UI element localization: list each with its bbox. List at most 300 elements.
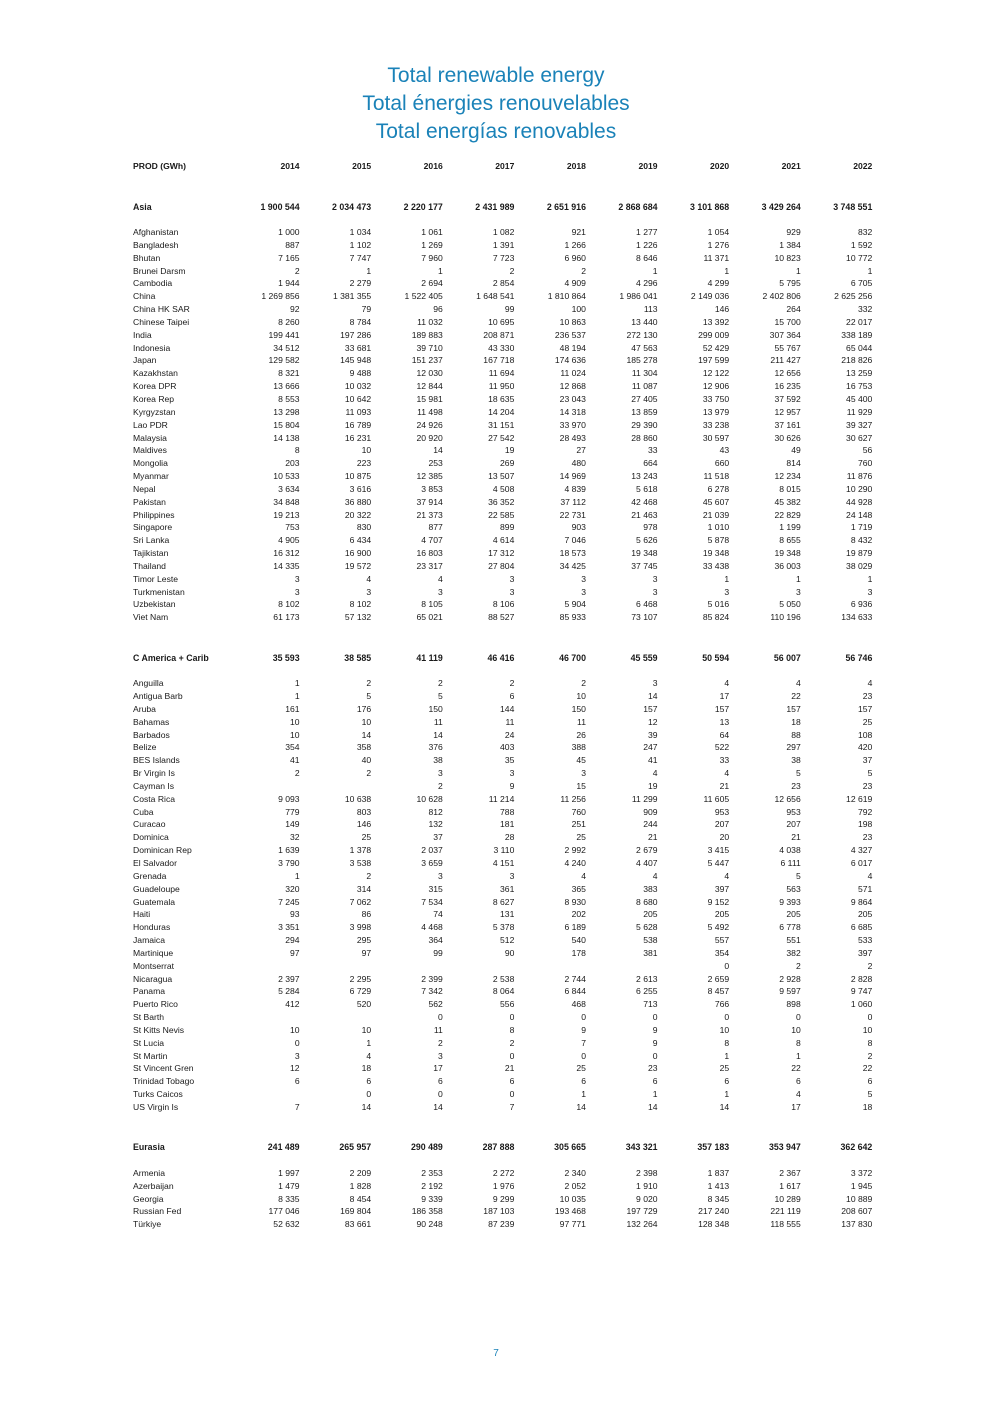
- value-cell: 11: [577, 716, 586, 727]
- value-cell: 6 729: [349, 986, 372, 997]
- value-cell: 1 413: [707, 1180, 730, 1191]
- region-total-value: 46 416: [487, 652, 515, 663]
- value-cell: 12: [290, 1063, 300, 1074]
- value-cell: 6: [509, 1076, 515, 1087]
- value-cell: 110 196: [770, 612, 801, 623]
- value-cell: 4: [795, 1089, 801, 1100]
- table-row: [133, 806, 872, 819]
- value-cell: 11: [433, 716, 443, 727]
- value-cell: 7 062: [349, 896, 372, 907]
- value-cell: 2 272: [492, 1167, 515, 1178]
- value-cell: 128 348: [698, 1219, 730, 1230]
- country-name: BES Islands: [133, 755, 180, 766]
- value-cell: 3: [581, 573, 586, 584]
- value-cell: 34 512: [273, 342, 300, 353]
- value-cell: 236 537: [554, 329, 586, 340]
- value-cell: 376: [428, 742, 443, 753]
- country-name: Nicaragua: [133, 973, 173, 984]
- value-cell: 1 381 355: [332, 291, 372, 302]
- value-cell: 5 492: [707, 922, 730, 933]
- value-cell: 929: [786, 227, 801, 237]
- value-cell: 16 312: [273, 548, 300, 559]
- value-cell: 17: [433, 1063, 443, 1074]
- value-cell: 1 828: [349, 1180, 372, 1191]
- value-cell: 5 904: [564, 599, 586, 610]
- value-cell: 0: [724, 960, 730, 971]
- year-header: 2015: [352, 160, 372, 171]
- value-cell: 5 378: [492, 922, 515, 933]
- country-name: Maldives: [133, 445, 167, 456]
- value-cell: 2 694: [421, 278, 443, 289]
- value-cell: 2 037: [421, 845, 443, 856]
- value-cell: 5: [867, 768, 873, 779]
- value-cell: 1 199: [779, 522, 801, 533]
- value-cell: 4: [724, 870, 730, 881]
- value-cell: 97 771: [559, 1219, 586, 1230]
- value-cell: 87 239: [488, 1219, 515, 1230]
- value-cell: 2 659: [707, 973, 730, 984]
- value-cell: 23: [648, 1063, 658, 1074]
- value-cell: 2: [294, 265, 300, 276]
- header-row: [133, 159, 872, 173]
- value-cell: 8 105: [421, 599, 443, 610]
- value-cell: 21: [504, 1063, 515, 1074]
- value-cell: 1 391: [492, 239, 515, 250]
- value-cell: 39 710: [416, 342, 443, 353]
- value-cell: 14 969: [559, 471, 586, 482]
- value-cell: 208 607: [841, 1206, 873, 1217]
- value-cell: 203: [285, 458, 300, 469]
- value-cell: 12 656: [774, 793, 801, 804]
- value-cell: 32: [290, 832, 300, 843]
- value-cell: 4 839: [564, 483, 586, 494]
- value-cell: 3: [652, 573, 658, 584]
- value-cell: 953: [714, 806, 730, 817]
- value-cell: 1: [581, 1089, 586, 1100]
- value-cell: 1 976: [492, 1180, 515, 1191]
- value-cell: 814: [786, 458, 801, 469]
- value-cell: 29 390: [631, 419, 658, 430]
- value-cell: 1: [867, 573, 873, 584]
- value-cell: 1 719: [850, 522, 873, 533]
- value-cell: 22 585: [488, 509, 515, 520]
- value-cell: 177 046: [268, 1206, 300, 1217]
- value-cell: 6 434: [349, 535, 372, 546]
- value-cell: 1: [795, 265, 801, 276]
- value-cell: 830: [356, 522, 372, 533]
- value-cell: 85 824: [702, 612, 730, 623]
- table-row: [133, 947, 872, 960]
- country-name: Anguilla: [133, 678, 164, 689]
- value-cell: 137 830: [841, 1219, 873, 1230]
- table-row: [133, 1167, 872, 1180]
- country-name: Chinese Taipei: [133, 316, 190, 327]
- value-cell: 3: [795, 586, 801, 597]
- value-cell: 264: [786, 304, 801, 315]
- country-name: Cuba: [133, 806, 154, 817]
- value-cell: 28 860: [631, 432, 658, 443]
- value-cell: 0: [509, 1089, 515, 1100]
- value-cell: 571: [858, 883, 873, 894]
- value-cell: 3 538: [349, 857, 372, 868]
- value-cell: 766: [714, 999, 730, 1010]
- value-cell: 520: [356, 999, 372, 1010]
- value-cell: 8 106: [492, 599, 515, 610]
- value-cell: 40: [361, 755, 372, 766]
- value-cell: 13 979: [702, 406, 730, 417]
- value-cell: 11 876: [846, 471, 873, 482]
- value-cell: 36 352: [488, 496, 515, 507]
- value-cell: 15: [576, 780, 586, 791]
- value-cell: 6: [867, 1076, 873, 1087]
- table-row: [133, 780, 872, 793]
- value-cell: 45 607: [702, 496, 730, 507]
- value-cell: 7 960: [421, 252, 443, 263]
- value-cell: 12 957: [774, 406, 801, 417]
- value-cell: 251: [571, 819, 586, 830]
- value-cell: 11 950: [488, 381, 515, 392]
- value-cell: 7 723: [492, 252, 515, 263]
- value-cell: 11 518: [703, 471, 730, 482]
- year-header: 2021: [781, 160, 801, 171]
- country-name: Pakistan: [133, 496, 166, 507]
- region-name: Eurasia: [133, 1142, 165, 1153]
- value-cell: 10 290: [846, 483, 873, 494]
- value-cell: 6 189: [564, 922, 586, 933]
- value-cell: 13 666: [273, 381, 300, 392]
- value-cell: 37 161: [774, 419, 801, 430]
- table-row: [133, 1218, 872, 1231]
- country-name: Myanmar: [133, 471, 169, 482]
- table-row: [133, 342, 872, 355]
- value-cell: 381: [643, 947, 658, 958]
- value-cell: 41: [648, 755, 658, 766]
- value-cell: 4 508: [492, 483, 515, 494]
- table-row: [133, 290, 872, 303]
- value-cell: 2 854: [492, 278, 515, 289]
- value-cell: 3: [509, 870, 515, 881]
- value-cell: 7 245: [278, 896, 300, 907]
- value-cell: 16 235: [774, 381, 801, 392]
- value-cell: 100: [571, 304, 586, 315]
- value-cell: 11 304: [631, 368, 658, 379]
- value-cell: 2 399: [421, 973, 443, 984]
- value-cell: 7 165: [278, 252, 300, 263]
- value-cell: 332: [858, 304, 873, 315]
- value-cell: 898: [786, 999, 801, 1010]
- value-cell: 6: [652, 1076, 658, 1087]
- value-cell: 9 393: [779, 896, 801, 907]
- value-cell: 909: [643, 806, 658, 817]
- value-cell: 8 784: [349, 316, 372, 327]
- value-cell: 10: [290, 716, 300, 727]
- value-cell: 21 463: [631, 509, 658, 520]
- country-name: Dominican Rep: [133, 845, 192, 856]
- value-cell: 12 906: [702, 381, 730, 392]
- value-cell: 1: [795, 1050, 801, 1061]
- value-cell: 93: [290, 909, 300, 920]
- region-total-value: 343 321: [625, 1142, 658, 1153]
- value-cell: 315: [428, 883, 443, 894]
- value-cell: 1: [795, 573, 801, 584]
- value-cell: 1 945: [850, 1180, 873, 1191]
- value-cell: 14: [648, 1102, 658, 1112]
- value-cell: 49: [791, 445, 801, 456]
- country-name: Honduras: [133, 922, 171, 933]
- value-cell: 24: [504, 729, 515, 740]
- value-cell: 0: [581, 1012, 586, 1023]
- value-cell: 37 112: [560, 496, 586, 507]
- country-name: Russian Fed: [133, 1206, 182, 1217]
- value-cell: 1 378: [349, 845, 372, 856]
- value-cell: 223: [356, 458, 372, 469]
- value-cell: 4 707: [421, 535, 443, 546]
- table-row: [133, 883, 872, 896]
- value-cell: 1: [294, 870, 300, 881]
- value-cell: 47 563: [631, 342, 658, 353]
- country-name: Azerbaijan: [133, 1180, 174, 1191]
- value-cell: 7: [294, 1102, 300, 1112]
- country-name: Aruba: [133, 703, 156, 714]
- value-cell: [300, 780, 372, 793]
- value-cell: 2: [438, 780, 443, 791]
- value-cell: 35: [504, 755, 515, 766]
- value-cell: 6 960: [564, 252, 586, 263]
- value-cell: 22: [862, 1063, 873, 1074]
- value-cell: 9 597: [779, 986, 801, 997]
- value-cell: 13 259: [846, 368, 873, 379]
- value-cell: 10 695: [488, 316, 515, 327]
- table-row: [133, 239, 872, 252]
- table-row: [133, 1024, 872, 1037]
- value-cell: 205: [714, 909, 730, 920]
- value-cell: 8: [509, 1024, 515, 1035]
- value-cell: 3: [438, 768, 443, 779]
- table-row: [133, 406, 872, 419]
- value-cell: 0: [581, 1050, 586, 1061]
- table-row: [133, 1011, 872, 1024]
- value-cell: 0: [724, 1012, 730, 1023]
- value-cell: 3 634: [278, 483, 300, 494]
- country-name: Viet Nam: [133, 612, 169, 623]
- value-cell: 2 367: [779, 1167, 801, 1178]
- value-cell: 1 226: [636, 239, 658, 250]
- value-cell: 3 110: [493, 845, 515, 856]
- value-cell: 61 173: [273, 612, 300, 623]
- value-cell: 43: [719, 445, 730, 456]
- value-cell: 320: [285, 883, 300, 894]
- value-cell: 832: [858, 227, 873, 237]
- value-cell: 25: [576, 1063, 586, 1074]
- region-total-value: 287 888: [482, 1142, 515, 1153]
- value-cell: 134 633: [841, 612, 873, 623]
- value-cell: 8 454: [349, 1193, 372, 1204]
- value-cell: 7: [509, 1102, 515, 1112]
- value-cell: 12 385: [416, 471, 443, 482]
- region-total-value: 2 868 684: [618, 201, 658, 212]
- value-cell: 4: [724, 768, 730, 779]
- value-cell: 3: [366, 586, 372, 597]
- value-cell: 150: [428, 703, 443, 714]
- value-cell: 14: [648, 691, 658, 701]
- value-cell: 13: [719, 716, 730, 727]
- value-cell: 16 789: [344, 419, 372, 430]
- value-cell: 713: [643, 999, 658, 1010]
- year-header: 2016: [423, 160, 443, 171]
- value-cell: 37 592: [774, 393, 801, 404]
- value-cell: 6 936: [850, 599, 873, 610]
- value-cell: 1 592: [850, 239, 873, 250]
- value-cell: 2: [867, 960, 873, 971]
- value-cell: 174 636: [554, 355, 586, 366]
- country-name: El Salvador: [133, 857, 177, 868]
- value-cell: 27 405: [631, 393, 658, 404]
- value-cell: 1: [366, 1037, 372, 1048]
- value-cell: 13 507: [488, 471, 515, 482]
- value-cell: 1 986 041: [619, 291, 658, 302]
- value-cell: 221 119: [770, 1206, 801, 1217]
- table-row: [133, 226, 872, 239]
- value-cell: 10 638: [344, 793, 372, 804]
- value-cell: 3: [294, 586, 300, 597]
- value-cell: 11 694: [488, 368, 515, 379]
- value-cell: 8 457: [707, 986, 730, 997]
- value-cell: 2: [366, 768, 372, 779]
- value-cell: 1 269: [421, 239, 443, 250]
- value-cell: 2 209: [349, 1167, 372, 1178]
- value-cell: 193 468: [554, 1206, 586, 1217]
- region-total-value: 56 007: [773, 652, 801, 663]
- value-cell: 65 044: [846, 342, 873, 353]
- value-cell: 269: [500, 458, 515, 469]
- value-cell: 17: [791, 1102, 801, 1112]
- value-cell: 18: [791, 716, 801, 727]
- value-cell: 9: [652, 1024, 658, 1035]
- value-cell: 34 848: [273, 496, 300, 507]
- value-cell: [300, 960, 372, 973]
- value-cell: 11 929: [846, 406, 873, 417]
- value-cell: 8 102: [278, 599, 300, 610]
- value-cell: 361: [500, 883, 515, 894]
- table-row: [133, 586, 872, 599]
- value-cell: 8 655: [779, 535, 801, 546]
- value-cell: 23: [862, 832, 873, 843]
- value-cell: 12 844: [416, 381, 443, 392]
- country-name: Puerto Rico: [133, 999, 178, 1010]
- table-row: [133, 1075, 872, 1088]
- value-cell: 205: [643, 909, 658, 920]
- table-row: [133, 934, 872, 947]
- value-cell: 157: [643, 703, 658, 714]
- value-cell: 10 772: [846, 252, 873, 263]
- value-cell: 197 286: [340, 329, 372, 340]
- value-cell: 22 731: [559, 509, 586, 520]
- value-cell: 33 970: [559, 419, 586, 430]
- value-cell: 295: [356, 935, 372, 946]
- value-cell: 6 705: [850, 278, 873, 289]
- value-cell: 1: [438, 265, 443, 276]
- value-cell: 11 093: [345, 406, 372, 417]
- value-cell: 144: [500, 703, 515, 714]
- value-cell: 4: [438, 573, 443, 584]
- value-cell: 11 605: [703, 793, 730, 804]
- value-cell: 9 747: [850, 986, 873, 997]
- region-name: C America + Carib: [133, 652, 209, 663]
- value-cell: 397: [714, 883, 730, 894]
- value-cell: 358: [356, 742, 372, 753]
- value-cell: 1 648 541: [476, 291, 515, 302]
- value-cell: 1: [724, 573, 730, 584]
- value-cell: 10: [791, 1024, 801, 1035]
- value-cell: 2: [581, 678, 586, 689]
- value-cell: 22: [791, 1063, 801, 1074]
- value-cell: 480: [571, 458, 586, 469]
- region-total-value: 2 651 916: [546, 201, 586, 212]
- value-cell: 1 010: [707, 522, 730, 533]
- value-cell: 12 619: [846, 793, 873, 804]
- table-row: [133, 741, 872, 754]
- value-cell: 887: [285, 239, 300, 250]
- table-row: [133, 1180, 872, 1193]
- value-cell: 803: [356, 806, 372, 817]
- value-cell: 556: [500, 999, 515, 1010]
- value-cell: 43 330: [488, 342, 515, 353]
- value-cell: 10: [719, 1024, 730, 1035]
- value-cell: 13 298: [273, 406, 300, 417]
- value-cell: 12 122: [702, 368, 730, 379]
- value-cell: 90: [504, 947, 515, 958]
- value-cell: 187 103: [483, 1206, 515, 1217]
- value-cell: 563: [786, 883, 801, 894]
- value-cell: 33: [719, 755, 730, 766]
- region-total-value: 265 957: [339, 1142, 372, 1153]
- value-cell: 1: [724, 1050, 730, 1061]
- region-total-row: [133, 200, 872, 214]
- value-cell: 45: [576, 755, 586, 766]
- country-name: Sri Lanka: [133, 535, 170, 546]
- value-cell: 5: [795, 870, 801, 881]
- value-cell: 11 087: [631, 381, 658, 392]
- value-cell: 11 498: [417, 406, 443, 417]
- value-cell: 10 289: [774, 1193, 801, 1204]
- region-total-value: 56 746: [845, 652, 873, 663]
- value-cell: 5 447: [707, 857, 730, 868]
- value-cell: 108: [858, 729, 873, 740]
- value-cell: 33 750: [702, 393, 730, 404]
- value-cell: 1 479: [278, 1180, 300, 1191]
- value-cell: 5 795: [779, 278, 801, 289]
- value-cell: 27 542: [488, 432, 515, 443]
- value-cell: 6 017: [850, 857, 873, 868]
- table-row: [133, 870, 872, 883]
- value-cell: 2 398: [636, 1167, 658, 1178]
- value-cell: 3: [438, 870, 443, 881]
- value-cell: 22 017: [846, 316, 873, 327]
- country-name: Cambodia: [133, 278, 173, 289]
- value-cell: 247: [643, 742, 658, 753]
- value-cell: 2 613: [636, 973, 658, 984]
- value-cell: 3 853: [421, 483, 443, 494]
- value-cell: 6: [438, 1076, 443, 1087]
- title-es: Total energías renovables: [375, 120, 617, 143]
- spacer-row: [133, 665, 872, 677]
- region-total-value: 45 559: [630, 652, 658, 663]
- value-cell: 0: [294, 1037, 300, 1048]
- value-cell: 20 920: [416, 432, 443, 443]
- value-cell: 2: [438, 1037, 443, 1048]
- value-cell: 3: [438, 1050, 443, 1061]
- value-cell: 2: [509, 678, 515, 689]
